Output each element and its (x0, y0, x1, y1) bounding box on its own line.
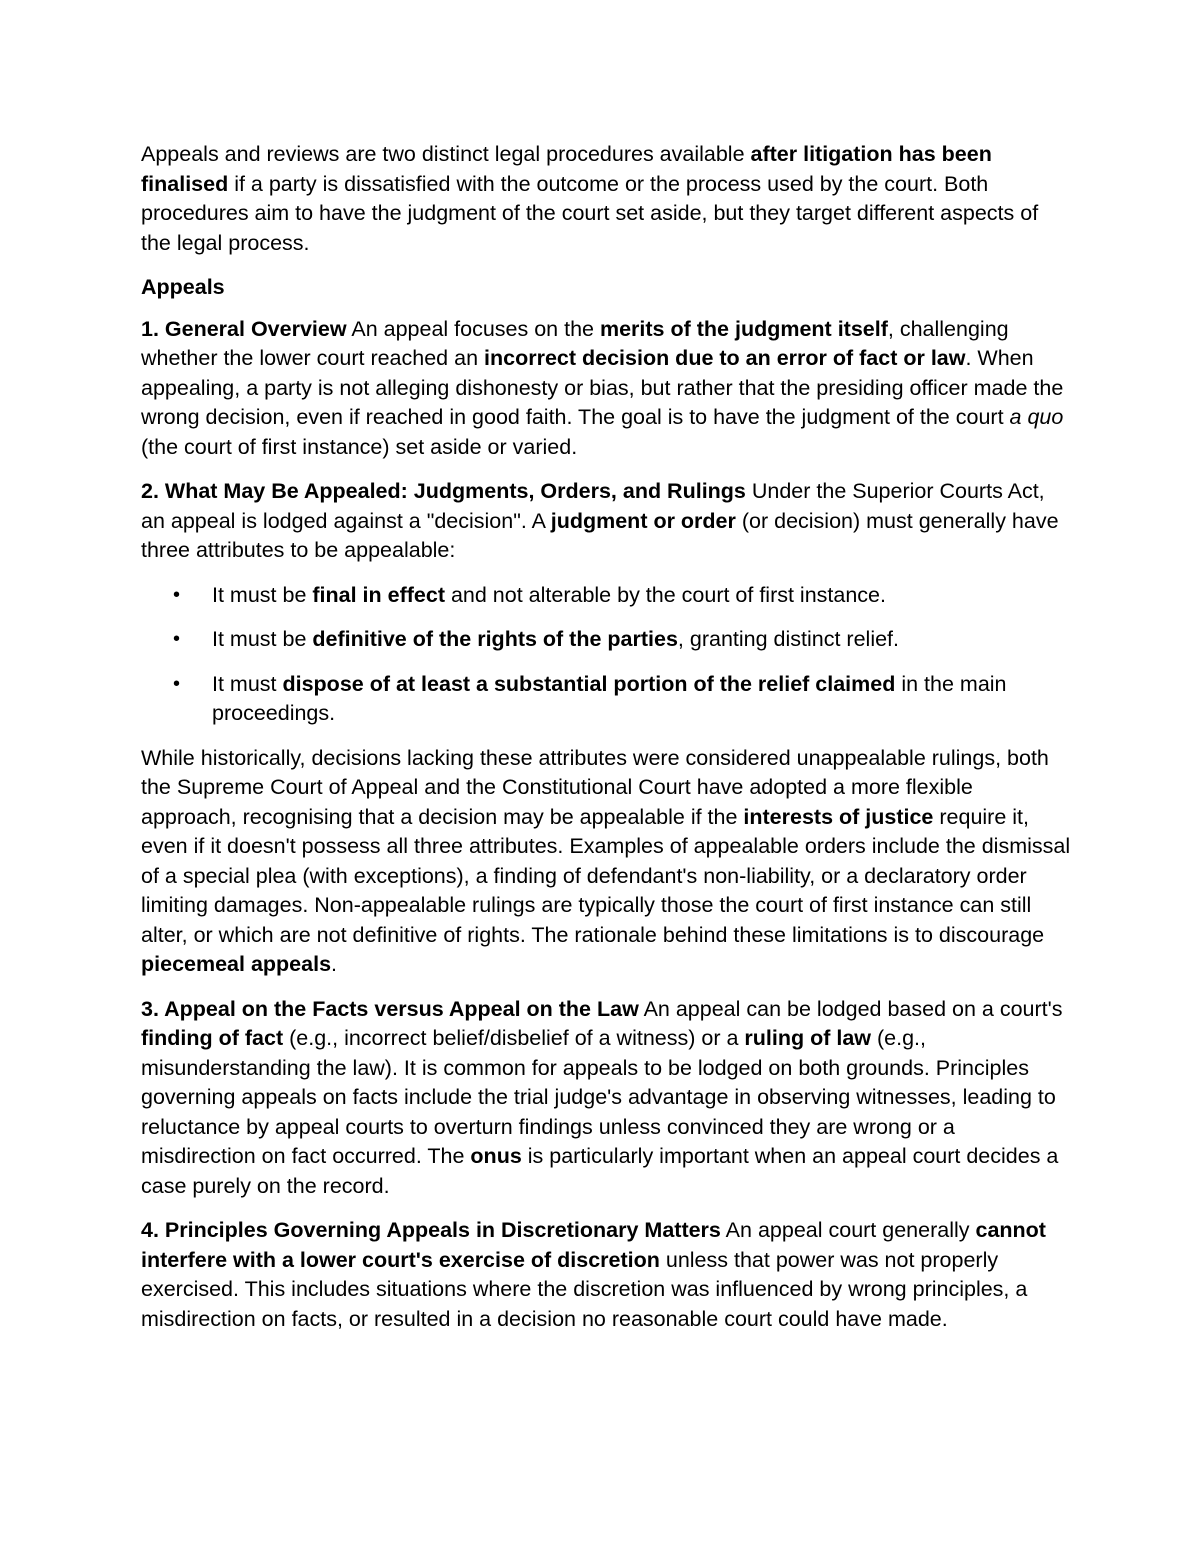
list-item-bold: definitive of the rights of the parties (312, 627, 678, 651)
list-item-text-2: and not alterable by the court of first instance. (444, 582, 886, 607)
section-1-text-2: , challenging whether the lower court reached an (141, 316, 1009, 370)
historical-paragraph (141, 744, 1071, 980)
section-2-text: Under the Superior Courts Act, an appeal is lodged against a "decision". A (141, 479, 1045, 533)
section-1-title: 1. General Overview (141, 316, 347, 341)
attributes-list (141, 581, 1071, 729)
intro-text-2: if a party is dissatisfied with the outcome or the process used by the court. Both procedures aim to have the judgment of the court set aside, but they target different aspects of the legal process. (141, 171, 1039, 255)
section-2-title: 2. What May Be Appealed: Judgments, Orders, and Rulings (141, 479, 746, 503)
section-1-bold: merits of the judgment itself (599, 316, 888, 341)
bullet-icon: • (173, 672, 181, 695)
section-4-title: 4. Principles Governing Appeals in Discretionary Matters (141, 1218, 721, 1242)
document-page (141, 140, 1071, 1349)
list-item-text-2: , granting distinct relief. (677, 627, 900, 651)
list-item (141, 670, 1071, 729)
historical-bold: interests of justice (743, 804, 934, 829)
list-item-text: It must (212, 671, 283, 696)
section-3-text-4: is particularly important when an appeal court decides a case purely on the record. (141, 1144, 1059, 1198)
list-item-text: It must be (212, 627, 313, 651)
section-1-paragraph (141, 315, 1071, 463)
section-heading-appeals: Appeals (141, 275, 225, 299)
section-3-bold-2: ruling of law (744, 1026, 871, 1050)
intro-bold: after litigation has been finalised (141, 142, 992, 196)
section-1-text-4: (the court of first instance) set aside or varied. (141, 434, 578, 459)
bullet-icon: • (173, 583, 181, 606)
list-item-text: It must be (212, 582, 313, 607)
list-item (141, 625, 1071, 655)
section-2-bold: judgment or order (550, 508, 736, 533)
section-3-bold-3: onus (470, 1144, 522, 1168)
section-3-title: 3. Appeal on the Facts versus Appeal on the Law (141, 996, 639, 1021)
section-4-bold: cannot interfere with a lower court's exercise of discretion (141, 1218, 1046, 1272)
section-1-italic: a quo (1009, 405, 1064, 429)
list-item-text-2: in the main proceedings. (212, 671, 1007, 725)
intro-paragraph (141, 140, 1071, 258)
section-4-paragraph (141, 1216, 1071, 1334)
historical-text-3: . (331, 952, 338, 976)
section-1-text-3: . When appealing, a party is not alleging dishonesty or bias, but rather that the presiding officer made the wrong decision, even if reached in good faith. The goal is to have the judgment of the court (141, 346, 1064, 429)
section-3-text-3: (e.g., misunderstanding the law). It is common for appeals to be lodged on both grounds. Principles governing appeals on facts include the trial judge's advantage in observing witnesses, leading to reluctance by appeal courts to overturn findings unless convinced they are wrong or a misdirection on fact occurred. The (141, 1026, 1056, 1168)
list-item-bold: final in effect (312, 582, 445, 607)
list-item (141, 581, 1071, 611)
section-1-bold-2: incorrect decision due to an error of fact or law (484, 346, 966, 370)
section-2-text-2: (or decision) must generally have three attributes to be appealable: (141, 508, 1059, 562)
section-4-text: An appeal court generally (720, 1218, 976, 1242)
intro-text: Appeals and reviews are two distinct legal procedures available (141, 142, 751, 166)
section-3-bold: finding of fact (141, 1026, 284, 1050)
section-3-paragraph (141, 995, 1071, 1202)
section-2-paragraph (141, 477, 1071, 566)
historical-text: While historically, decisions lacking these attributes were considered unappealable rulings, both the Supreme Court of Appeal and the Constitutional Court have adopted a more flexible approach, recognising that a decision may be appealable if the (141, 745, 1049, 829)
bullet-icon: • (173, 628, 181, 650)
historical-bold-2: piecemeal appeals (141, 952, 332, 976)
historical-text-2: require it, even if it doesn't possess all three attributes. Examples of appealable orders include the dismissal of a special plea (with exceptions), a finding of defendant's non-liability, or a declaratory order limiting damages. Non-appealable rulings are typically those the court of first instance can still alter, or which are not definitive of rights. The rationale behind these limitations is to discourage (141, 804, 1071, 947)
list-item-bold: dispose of at least a substantial portion of the relief claimed (282, 671, 896, 696)
section-1-text: An appeal focuses on the (346, 316, 600, 341)
section-4-text-2: unless that power was not properly exercised. This includes situations where the discretion was influenced by wrong principles, a misdirection on facts, or resulted in a decision no reasonable court could have made. (141, 1247, 1028, 1331)
section-3-text: An appeal can be lodged based on a court's (638, 996, 1063, 1021)
section-3-text-2: (e.g., incorrect belief/disbelief of a witness) or a (283, 1026, 745, 1050)
